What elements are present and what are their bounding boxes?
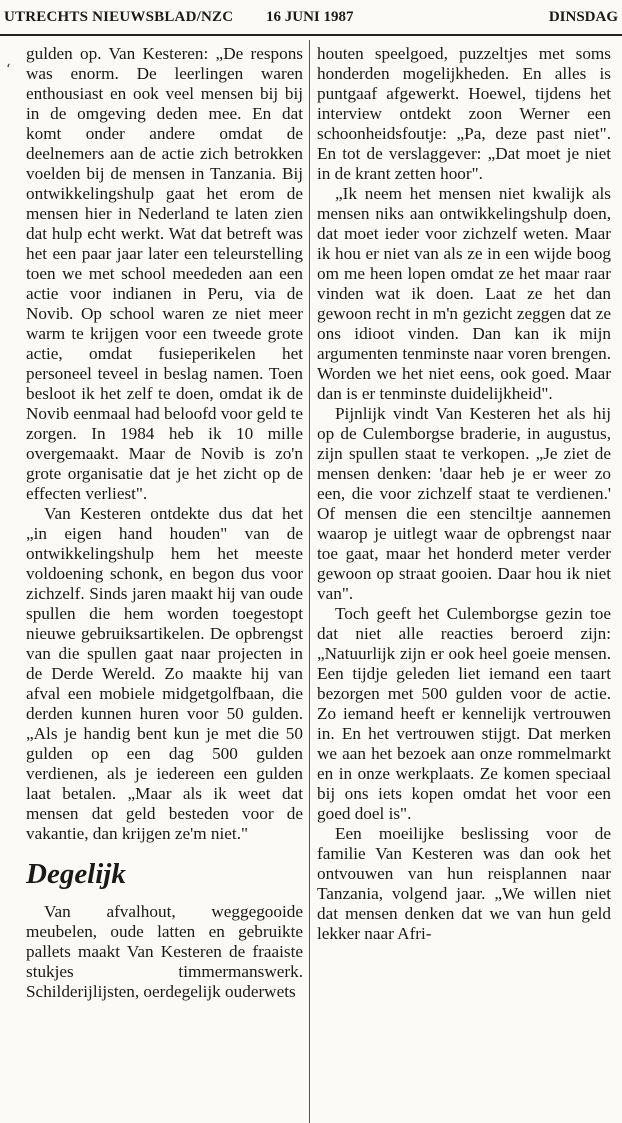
article-column-right — [317, 44, 611, 1123]
column-rule — [309, 40, 310, 1123]
article-paragraph: Toch geeft het Culemborgse gezin toe dat niet alle reacties beroerd zijn: „Natuurlijk zijn er ook heel goeie mensen. Een tijdje geleden liet iemand een taart bezorgen met 500 gulden voor de actie. Zo iemand heeft er kennelijk vertrouwen in. En het vertrouwen stijgt. Dat merken we aan het bezoek aan onze rommelmarkt en in onze werkplaats. Ze komen speciaal bij ons iets kopen omdat het voor een goed doel is". — [317, 604, 611, 823]
article-paragraph: Van afvalhout, weggegooide meubelen, oude latten en gebruikte pallets maakt Van Kesteren de fraaiste stukjes timmermanswerk. Schilderijlijsten, oerdegelijk ouderwets — [26, 902, 303, 1001]
article-paragraph: houten speelgoed, puzzeltjes met soms honderden mogelijkheden. En alles is puntgaaf afgewerkt. Hoewel, tijdens het interview ontdekt zoon Werner een schoonheidsfoutje: „Pa, deze past niet". En tot de verslaggever: „Dat moet je niet in de krant zetten hoor". — [317, 44, 611, 183]
article-paragraph: gulden op. Van Kesteren: „De respons was enorm. De leerlingen waren enthousiast en ook veel mensen bij bij in de omgeving deden mee. En dat komt onder andere omdat de deelnemers aan de actie zich betrokken voelden bij de mensen in Tanzania. Bij ontwikkelingshulp gaat het erom de mensen hier in Nederland te laten zien dat hulp echt werkt. Wat dat betreft was het een paar jaar later een teleurstelling toen we met school meededen aan een actie voor indianen in Peru, via de Novib. Op school waren ze niet meer warm te krijgen voor een tweede grote actie, omdat fusieperikelen het personeel teveel in beslag namen. Toen besloot ik het zelf te doen, omdat ik de Novib eenmaal had beloofd voor geld te zorgen. In 1984 heb ik 10 mille overgemaakt. Maar de Novib is zo'n grote organisatie dat je het zicht op de effecten verliest". — [26, 44, 303, 503]
article-subheading: Degelijk — [26, 858, 126, 890]
article-column-left — [26, 44, 303, 1123]
page-header — [0, 0, 622, 36]
article-paragraph: Pijnlijk vindt Van Kesteren het als hij op de Culemborgse braderie, in augustus, zijn spullen staat te verkopen. „Je ziet de mensen denken: 'daar heb je er weer zo een, die voor zichzelf staat te verdienen.' Of mensen die een stenciltje aannemen waarop je uitlegt waar de opbrengst naar toe gaat, maar het honderd meter verder gewoon op straat gooien. Daar hou ik niet van". — [317, 404, 611, 603]
newspaper-name: UTRECHTS NIEUWSBLAD/NZC — [4, 9, 234, 25]
article-paragraph: Van Kesteren ontdekte dus dat het „in eigen hand houden" van de ontwikkelingshulp hem het meeste voldoening schonk, en begon dus voor zichzelf. Sinds jaren maakt hij van oude spullen die hem worden toegestopt nieuwe gebruiksartikelen. De opbrengst van die spullen gaat naar projecten in de Derde Wereld. Zo maakte hij van afval een mobiele midgetgolfbaan, die derden kunnen huren voor 50 gulden. „Als je handig bent kun je met die 50 gulden op een dag 500 gulden verdienen, als je iedereen een gulden laat betalen. „Maar als ik weet dat mensen dat geld besteden voor de vakantie, dan krijgen ze'm niet." — [26, 504, 303, 843]
article-paragraph: Een moeilijke beslissing voor de familie Van Kesteren was dan ook het ontvouwen van hun reisplannen naar Tanzania, volgend jaar. „We willen niet dat mensen denken dat we van hun geld lekker naar Afri- — [317, 824, 611, 943]
margin-mark: ʻ — [6, 62, 11, 78]
article-paragraph: „Ik neem het mensen niet kwalijk als mensen niks aan ontwikkelingshulp doen, dat moet ieder voor zichzelf weten. Maar ik hou er niet van als ze in een wijde boog om me heen lopen omdat ze het maar raar vinden wat ik doen. Laat ze het dan gewoon recht in m'n gezicht zeggen dat ze ons idioot vinden. Dan kan ik mijn argumenten tenminste naar voren brengen. Worden we het niet eens, ook goed. Maar dan is er tenminste duidelijkheid". — [317, 184, 611, 403]
issue-weekday: DINSDAG — [548, 9, 618, 25]
issue-date: 16 JUNI 1987 — [266, 9, 354, 25]
